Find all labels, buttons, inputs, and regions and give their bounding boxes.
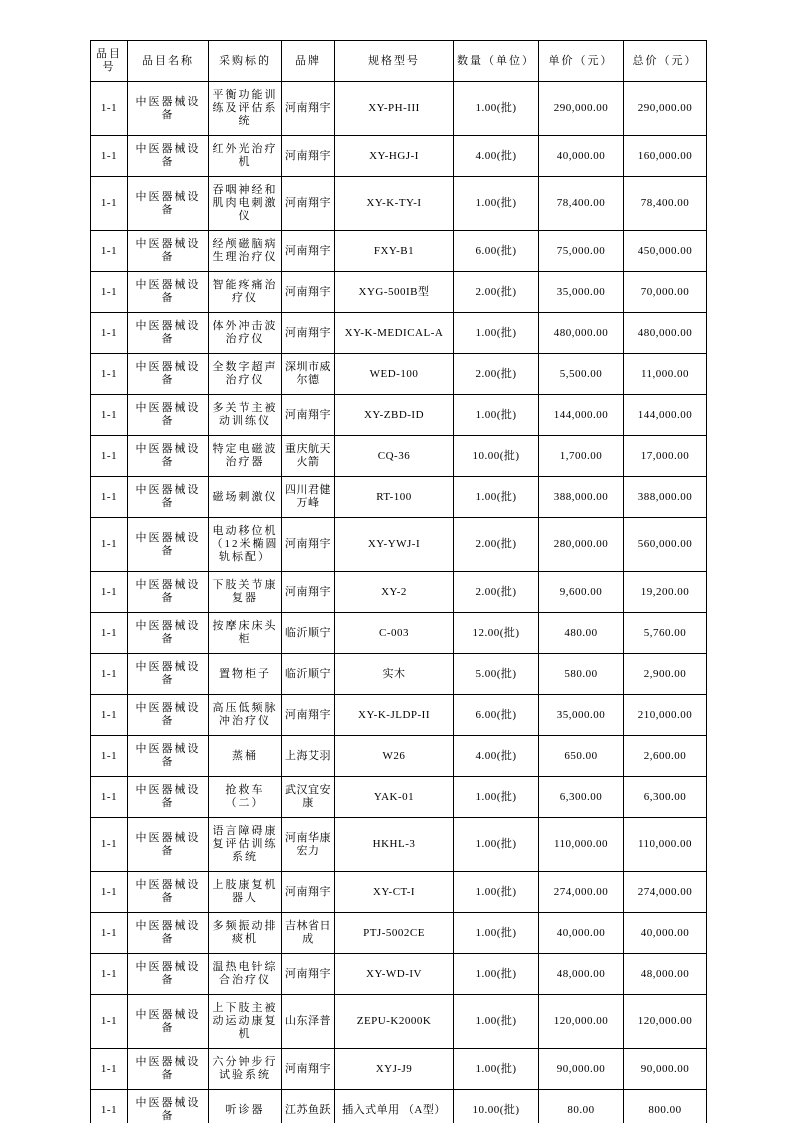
col-header-model: 规格型号 xyxy=(335,41,454,82)
cell-model: XYG-500IB型 xyxy=(335,272,454,313)
table-row xyxy=(91,136,707,177)
cell-brand: 上海艾羽 xyxy=(282,736,335,777)
cell-item-no: 1-1 xyxy=(91,231,128,272)
cell-target: 按摩床床头柜 xyxy=(209,613,282,654)
cell-target: 抢救车（二） xyxy=(209,777,282,818)
col-header-brand: 品牌 xyxy=(282,41,335,82)
cell-model: RT-100 xyxy=(335,477,454,518)
cell-total-price: 5,760.00 xyxy=(624,613,707,654)
cell-item-no: 1-1 xyxy=(91,395,128,436)
cell-unit-price: 5,500.00 xyxy=(539,354,624,395)
cell-target: 温热电针综合治疗仪 xyxy=(209,954,282,995)
cell-item-name: 中医器械设备 xyxy=(128,913,209,954)
cell-total-price: 48,000.00 xyxy=(624,954,707,995)
cell-unit-price: 48,000.00 xyxy=(539,954,624,995)
cell-brand: 深圳市威尔德 xyxy=(282,354,335,395)
cell-item-name: 中医器械设备 xyxy=(128,872,209,913)
cell-item-no: 1-1 xyxy=(91,654,128,695)
cell-quantity: 6.00(批) xyxy=(454,695,539,736)
table-row xyxy=(91,1049,707,1090)
cell-brand: 四川君健万峰 xyxy=(282,477,335,518)
cell-model: XY-K-JLDP-II xyxy=(335,695,454,736)
cell-item-no: 1-1 xyxy=(91,177,128,231)
cell-item-no: 1-1 xyxy=(91,313,128,354)
cell-item-name: 中医器械设备 xyxy=(128,518,209,572)
cell-brand: 河南翔宇 xyxy=(282,313,335,354)
cell-item-name: 中医器械设备 xyxy=(128,313,209,354)
cell-item-name: 中医器械设备 xyxy=(128,1049,209,1090)
cell-unit-price: 6,300.00 xyxy=(539,777,624,818)
cell-total-price: 40,000.00 xyxy=(624,913,707,954)
cell-item-no: 1-1 xyxy=(91,695,128,736)
cell-quantity: 1.00(批) xyxy=(454,913,539,954)
cell-target: 特定电磁波治疗器 xyxy=(209,436,282,477)
cell-unit-price: 1,700.00 xyxy=(539,436,624,477)
cell-total-price: 90,000.00 xyxy=(624,1049,707,1090)
cell-model: 实木 xyxy=(335,654,454,695)
cell-unit-price: 75,000.00 xyxy=(539,231,624,272)
cell-unit-price: 280,000.00 xyxy=(539,518,624,572)
cell-item-no: 1-1 xyxy=(91,913,128,954)
cell-model: XY-CT-I xyxy=(335,872,454,913)
cell-item-no: 1-1 xyxy=(91,777,128,818)
table-row xyxy=(91,436,707,477)
cell-brand: 河南翔宇 xyxy=(282,518,335,572)
col-header-item-no: 品目号 xyxy=(91,41,128,82)
table-row xyxy=(91,477,707,518)
cell-target: 磁场刺激仪 xyxy=(209,477,282,518)
cell-quantity: 1.00(批) xyxy=(454,995,539,1049)
cell-brand: 河南翔宇 xyxy=(282,136,335,177)
cell-total-price: 120,000.00 xyxy=(624,995,707,1049)
cell-unit-price: 35,000.00 xyxy=(539,695,624,736)
cell-total-price: 2,600.00 xyxy=(624,736,707,777)
cell-unit-price: 110,000.00 xyxy=(539,818,624,872)
cell-model: XYJ-J9 xyxy=(335,1049,454,1090)
cell-brand: 河南翔宇 xyxy=(282,695,335,736)
table-row xyxy=(91,777,707,818)
table-row xyxy=(91,177,707,231)
cell-quantity: 12.00(批) xyxy=(454,613,539,654)
cell-model: XY-K-TY-I xyxy=(335,177,454,231)
cell-item-no: 1-1 xyxy=(91,1049,128,1090)
cell-item-name: 中医器械设备 xyxy=(128,613,209,654)
cell-brand: 河南翔宇 xyxy=(282,82,335,136)
cell-unit-price: 40,000.00 xyxy=(539,136,624,177)
cell-item-name: 中医器械设备 xyxy=(128,695,209,736)
cell-item-name: 中医器械设备 xyxy=(128,272,209,313)
cell-brand: 江苏鱼跃 xyxy=(282,1090,335,1123)
cell-quantity: 1.00(批) xyxy=(454,82,539,136)
cell-target: 置物柜子 xyxy=(209,654,282,695)
procurement-table xyxy=(90,40,707,1123)
cell-item-name: 中医器械设备 xyxy=(128,477,209,518)
cell-unit-price: 290,000.00 xyxy=(539,82,624,136)
cell-model: 插入式单用 （A型） xyxy=(335,1090,454,1123)
cell-brand: 河南翔宇 xyxy=(282,272,335,313)
cell-brand: 河南翔宇 xyxy=(282,177,335,231)
cell-target: 平衡功能训练及评估系统 xyxy=(209,82,282,136)
cell-item-name: 中医器械设备 xyxy=(128,995,209,1049)
cell-quantity: 4.00(批) xyxy=(454,736,539,777)
cell-item-name: 中医器械设备 xyxy=(128,136,209,177)
table-row xyxy=(91,518,707,572)
cell-quantity: 2.00(批) xyxy=(454,354,539,395)
cell-quantity: 1.00(批) xyxy=(454,313,539,354)
cell-quantity: 1.00(批) xyxy=(454,477,539,518)
table-row xyxy=(91,395,707,436)
cell-total-price: 160,000.00 xyxy=(624,136,707,177)
cell-unit-price: 35,000.00 xyxy=(539,272,624,313)
cell-target: 体外冲击波治疗仪 xyxy=(209,313,282,354)
cell-item-no: 1-1 xyxy=(91,818,128,872)
cell-unit-price: 80.00 xyxy=(539,1090,624,1123)
cell-total-price: 6,300.00 xyxy=(624,777,707,818)
cell-total-price: 388,000.00 xyxy=(624,477,707,518)
cell-brand: 河南翔宇 xyxy=(282,572,335,613)
cell-brand: 河南华康宏力 xyxy=(282,818,335,872)
cell-total-price: 70,000.00 xyxy=(624,272,707,313)
cell-model: XY-2 xyxy=(335,572,454,613)
col-header-item-name: 品目名称 xyxy=(128,41,209,82)
cell-total-price: 144,000.00 xyxy=(624,395,707,436)
cell-unit-price: 388,000.00 xyxy=(539,477,624,518)
table-row xyxy=(91,313,707,354)
cell-model: WED-100 xyxy=(335,354,454,395)
table-row xyxy=(91,654,707,695)
cell-unit-price: 78,400.00 xyxy=(539,177,624,231)
cell-quantity: 6.00(批) xyxy=(454,231,539,272)
cell-quantity: 2.00(批) xyxy=(454,272,539,313)
cell-item-name: 中医器械设备 xyxy=(128,818,209,872)
col-header-quantity: 数量（单位） xyxy=(454,41,539,82)
cell-brand: 武汉宜安康 xyxy=(282,777,335,818)
cell-total-price: 17,000.00 xyxy=(624,436,707,477)
cell-model: XY-K-MEDICAL-A xyxy=(335,313,454,354)
cell-item-no: 1-1 xyxy=(91,136,128,177)
cell-item-name: 中医器械设备 xyxy=(128,82,209,136)
cell-total-price: 800.00 xyxy=(624,1090,707,1123)
cell-quantity: 1.00(批) xyxy=(454,777,539,818)
cell-quantity: 1.00(批) xyxy=(454,872,539,913)
table-row xyxy=(91,818,707,872)
table-header-row xyxy=(91,41,707,82)
cell-item-no: 1-1 xyxy=(91,518,128,572)
table-row xyxy=(91,82,707,136)
cell-brand: 临沂顺宁 xyxy=(282,654,335,695)
cell-quantity: 1.00(批) xyxy=(454,177,539,231)
cell-unit-price: 480,000.00 xyxy=(539,313,624,354)
cell-model: YAK-01 xyxy=(335,777,454,818)
cell-item-no: 1-1 xyxy=(91,272,128,313)
cell-target: 吞咽神经和肌肉电刺激仪 xyxy=(209,177,282,231)
cell-brand: 临沂顺宁 xyxy=(282,613,335,654)
cell-target: 听诊器 xyxy=(209,1090,282,1123)
cell-target: 多关节主被动训练仪 xyxy=(209,395,282,436)
cell-brand: 重庆航天火箭 xyxy=(282,436,335,477)
cell-item-no: 1-1 xyxy=(91,954,128,995)
cell-quantity: 10.00(批) xyxy=(454,436,539,477)
col-header-total-price: 总价（元） xyxy=(624,41,707,82)
col-header-target: 采购标的 xyxy=(209,41,282,82)
table-row xyxy=(91,354,707,395)
table-row xyxy=(91,572,707,613)
cell-model: XY-WD-IV xyxy=(335,954,454,995)
cell-quantity: 2.00(批) xyxy=(454,572,539,613)
cell-unit-price: 580.00 xyxy=(539,654,624,695)
cell-total-price: 480,000.00 xyxy=(624,313,707,354)
cell-brand: 河南翔宇 xyxy=(282,954,335,995)
cell-target: 电动移位机（12米椭圆轨标配） xyxy=(209,518,282,572)
cell-total-price: 560,000.00 xyxy=(624,518,707,572)
cell-model: CQ-36 xyxy=(335,436,454,477)
cell-quantity: 1.00(批) xyxy=(454,818,539,872)
cell-item-name: 中医器械设备 xyxy=(128,572,209,613)
cell-item-no: 1-1 xyxy=(91,872,128,913)
cell-total-price: 290,000.00 xyxy=(624,82,707,136)
cell-item-name: 中医器械设备 xyxy=(128,231,209,272)
table-row xyxy=(91,872,707,913)
cell-quantity: 2.00(批) xyxy=(454,518,539,572)
table-row xyxy=(91,272,707,313)
cell-total-price: 274,000.00 xyxy=(624,872,707,913)
cell-model: C-003 xyxy=(335,613,454,654)
cell-target: 六分钟步行试验系统 xyxy=(209,1049,282,1090)
cell-total-price: 210,000.00 xyxy=(624,695,707,736)
cell-target: 多频振动排痰机 xyxy=(209,913,282,954)
cell-target: 上肢康复机器人 xyxy=(209,872,282,913)
cell-quantity: 5.00(批) xyxy=(454,654,539,695)
cell-unit-price: 144,000.00 xyxy=(539,395,624,436)
cell-target: 上下肢主被动运动康复机 xyxy=(209,995,282,1049)
table-row xyxy=(91,695,707,736)
cell-item-name: 中医器械设备 xyxy=(128,395,209,436)
table-row xyxy=(91,231,707,272)
cell-quantity: 1.00(批) xyxy=(454,1049,539,1090)
cell-brand: 吉林省日成 xyxy=(282,913,335,954)
cell-item-name: 中医器械设备 xyxy=(128,736,209,777)
cell-model: PTJ-5002CE xyxy=(335,913,454,954)
cell-item-name: 中医器械设备 xyxy=(128,177,209,231)
cell-item-no: 1-1 xyxy=(91,436,128,477)
cell-target: 经颅磁脑病生理治疗仪 xyxy=(209,231,282,272)
cell-brand: 山东泽普 xyxy=(282,995,335,1049)
cell-unit-price: 90,000.00 xyxy=(539,1049,624,1090)
cell-item-name: 中医器械设备 xyxy=(128,954,209,995)
cell-item-no: 1-1 xyxy=(91,354,128,395)
cell-brand: 河南翔宇 xyxy=(282,395,335,436)
cell-quantity: 4.00(批) xyxy=(454,136,539,177)
cell-item-no: 1-1 xyxy=(91,477,128,518)
cell-item-no: 1-1 xyxy=(91,613,128,654)
cell-total-price: 11,000.00 xyxy=(624,354,707,395)
cell-unit-price: 9,600.00 xyxy=(539,572,624,613)
cell-item-no: 1-1 xyxy=(91,995,128,1049)
cell-unit-price: 274,000.00 xyxy=(539,872,624,913)
cell-model: HKHL-3 xyxy=(335,818,454,872)
cell-model: XY-YWJ-I xyxy=(335,518,454,572)
cell-target: 蒸桶 xyxy=(209,736,282,777)
cell-target: 语言障碍康复评估训练系统 xyxy=(209,818,282,872)
table-row xyxy=(91,954,707,995)
table-row xyxy=(91,736,707,777)
cell-total-price: 110,000.00 xyxy=(624,818,707,872)
cell-item-name: 中医器械设备 xyxy=(128,654,209,695)
cell-item-no: 1-1 xyxy=(91,82,128,136)
cell-target: 下肢关节康复器 xyxy=(209,572,282,613)
table-row xyxy=(91,1090,707,1123)
cell-model: FXY-B1 xyxy=(335,231,454,272)
cell-unit-price: 120,000.00 xyxy=(539,995,624,1049)
cell-item-name: 中医器械设备 xyxy=(128,436,209,477)
cell-unit-price: 480.00 xyxy=(539,613,624,654)
cell-item-no: 1-1 xyxy=(91,1090,128,1123)
table-row xyxy=(91,613,707,654)
cell-total-price: 2,900.00 xyxy=(624,654,707,695)
table-row xyxy=(91,995,707,1049)
cell-model: XY-HGJ-I xyxy=(335,136,454,177)
cell-item-name: 中医器械设备 xyxy=(128,777,209,818)
cell-quantity: 1.00(批) xyxy=(454,954,539,995)
cell-model: W26 xyxy=(335,736,454,777)
cell-item-name: 中医器械设备 xyxy=(128,1090,209,1123)
cell-target: 红外光治疗机 xyxy=(209,136,282,177)
col-header-unit-price: 单价（元） xyxy=(539,41,624,82)
cell-item-no: 1-1 xyxy=(91,572,128,613)
cell-target: 全数字超声治疗仪 xyxy=(209,354,282,395)
cell-total-price: 19,200.00 xyxy=(624,572,707,613)
cell-item-no: 1-1 xyxy=(91,736,128,777)
cell-item-name: 中医器械设备 xyxy=(128,354,209,395)
cell-unit-price: 650.00 xyxy=(539,736,624,777)
cell-quantity: 10.00(批) xyxy=(454,1090,539,1123)
cell-brand: 河南翔宇 xyxy=(282,1049,335,1090)
cell-target: 高压低频脉冲治疗仪 xyxy=(209,695,282,736)
cell-model: ZEPU-K2000K xyxy=(335,995,454,1049)
cell-total-price: 78,400.00 xyxy=(624,177,707,231)
cell-total-price: 450,000.00 xyxy=(624,231,707,272)
cell-unit-price: 40,000.00 xyxy=(539,913,624,954)
cell-brand: 河南翔宇 xyxy=(282,872,335,913)
cell-model: XY-PH-III xyxy=(335,82,454,136)
cell-target: 智能疼痛治疗仪 xyxy=(209,272,282,313)
table-row xyxy=(91,913,707,954)
cell-model: XY-ZBD-ID xyxy=(335,395,454,436)
cell-quantity: 1.00(批) xyxy=(454,395,539,436)
cell-brand: 河南翔宇 xyxy=(282,231,335,272)
